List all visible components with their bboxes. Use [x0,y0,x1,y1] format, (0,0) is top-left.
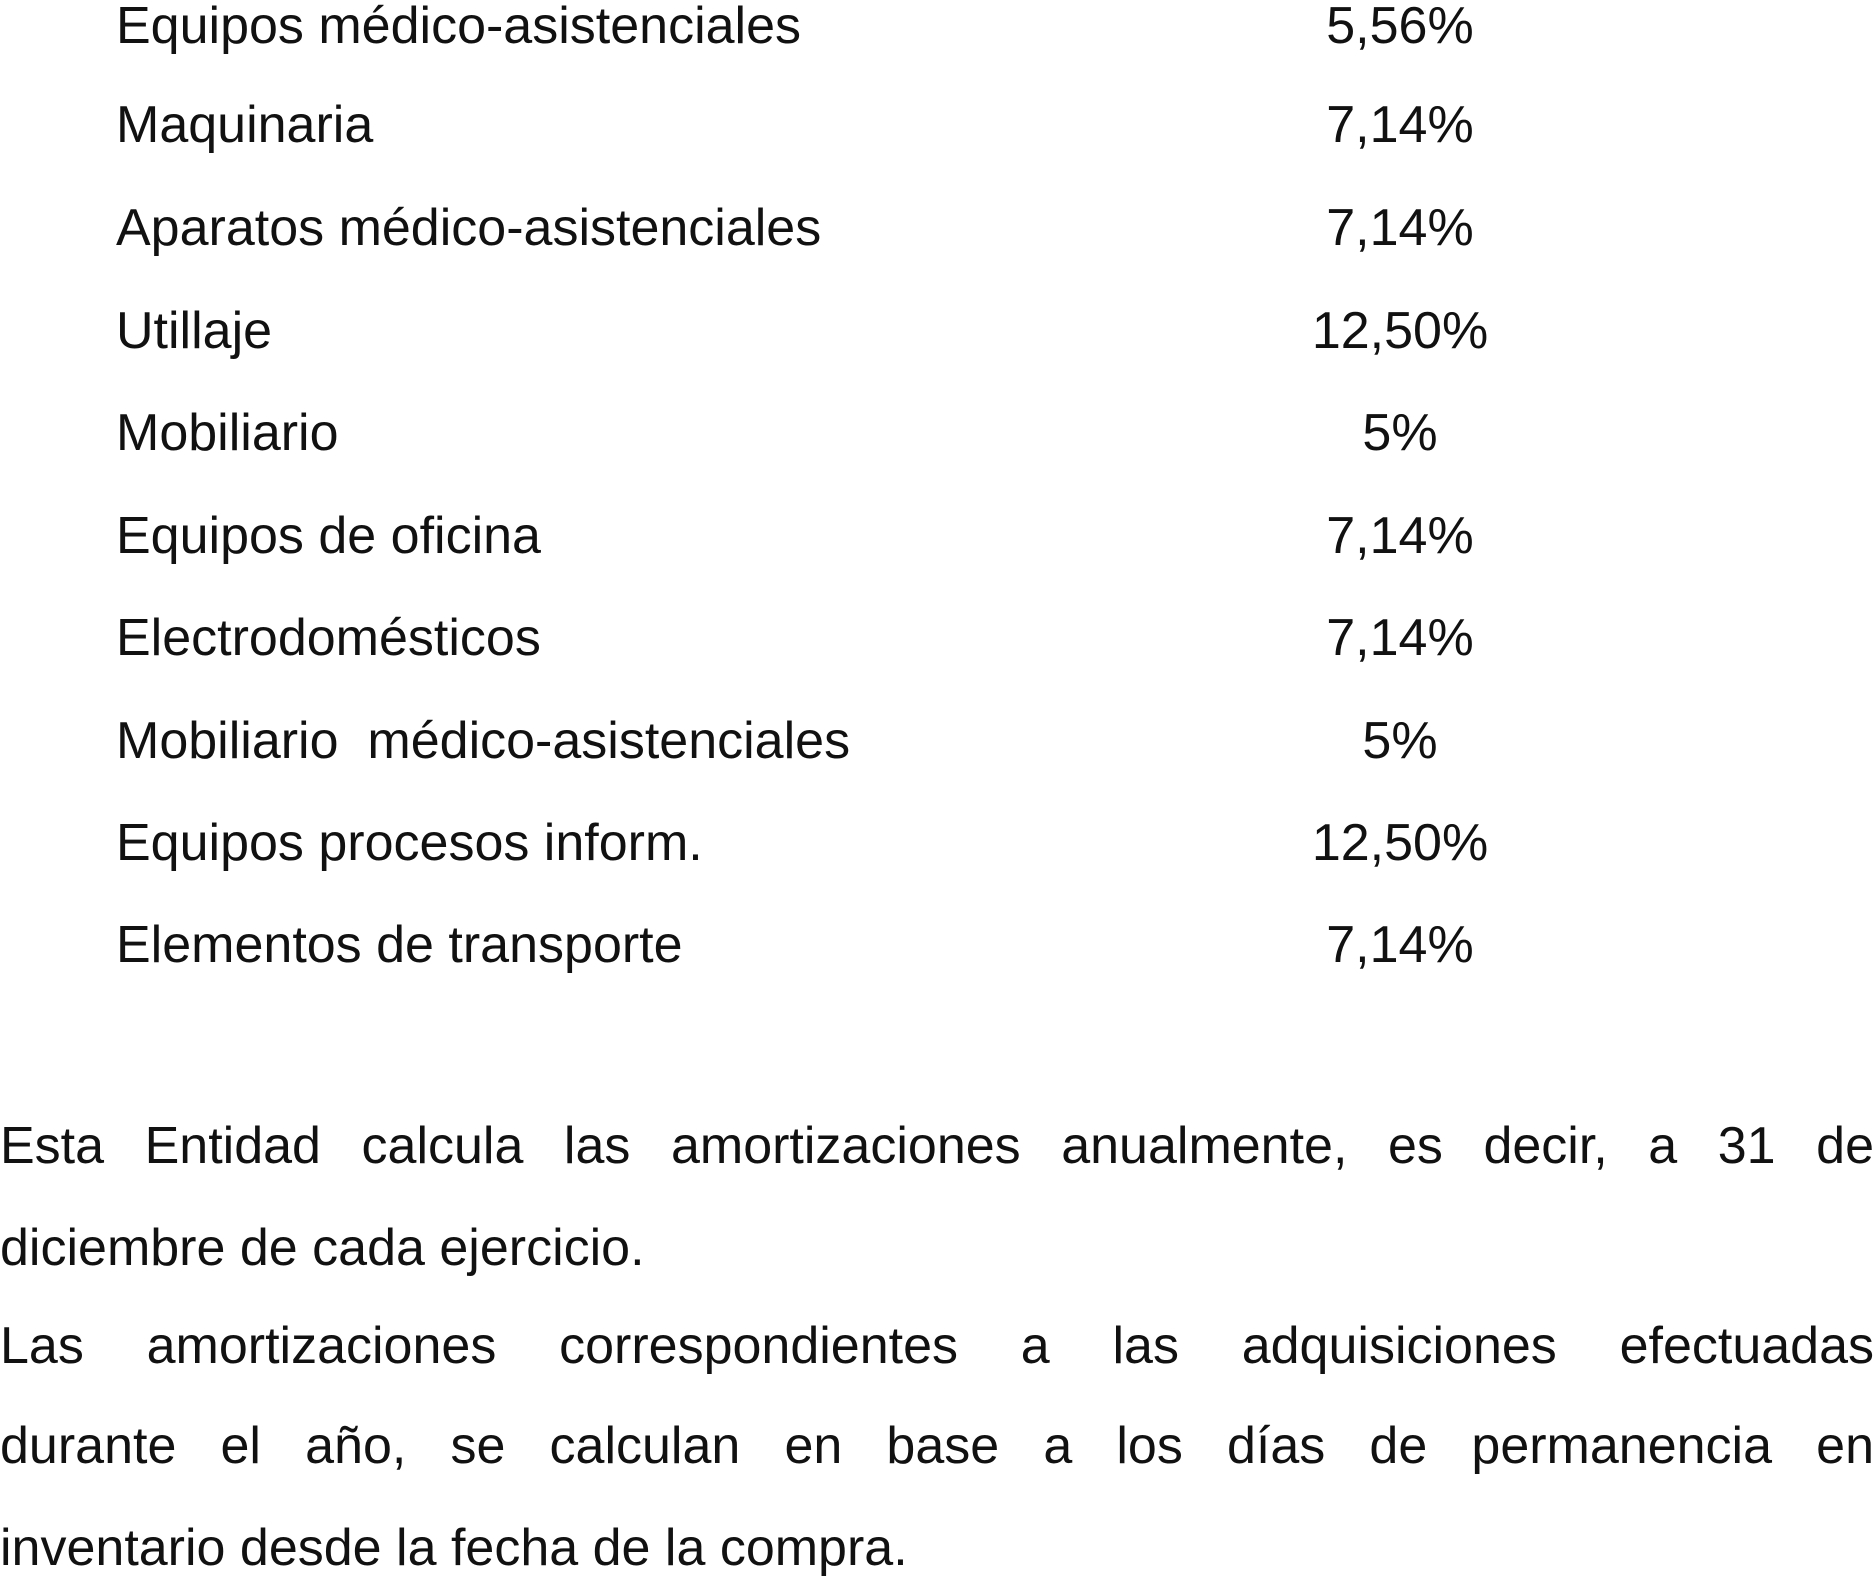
asset-category-label: Mobiliario médico-asistenciales [116,712,851,770]
depreciation-rate-value: 7,14% [1326,609,1474,667]
asset-category-label: Equipos procesos inform. [116,814,703,872]
asset-category-label: Mobiliario [116,404,339,462]
depreciation-rate-value: 7,14% [1326,916,1474,974]
depreciation-rate-value: 7,14% [1326,96,1474,154]
paragraph-acquisitions-line-3: inventario desde la fecha de la compra. [0,1519,908,1577]
rate-row [0,916,1874,1022]
depreciation-rate-value: 7,14% [1326,507,1474,565]
asset-category-label: Equipos médico-asistenciales [116,0,802,55]
depreciation-rate-value: 5% [1362,404,1438,462]
paragraph-acquisitions-line-1: Las amortizaciones correspondientes a las adquisiciones efectuadas [0,1317,1874,1375]
rate-row [0,404,1874,510]
asset-category-label: Aparatos médico-asistenciales [116,199,822,257]
paragraph-calculation-line-1: Esta Entidad calcula las amortizaciones anualmente, es decir, a 31 de [0,1117,1874,1175]
depreciation-rate-value: 7,14% [1326,199,1474,257]
asset-category-label: Elementos de transporte [116,916,683,974]
asset-category-label: Electrodomésticos [116,609,541,667]
rate-row [0,814,1874,920]
rate-row [0,712,1874,818]
rate-row [0,199,1874,305]
depreciation-rate-value: 5,56% [1326,0,1474,55]
rate-row [0,0,1874,103]
asset-category-label: Equipos de oficina [116,507,541,565]
rate-row [0,507,1874,613]
paragraph-acquisitions-line-2: durante el año, se calculan en base a los días de permanencia en [0,1417,1874,1475]
rate-row [0,609,1874,715]
depreciation-rate-value: 12,50% [1311,302,1489,360]
depreciation-rate-value: 5% [1362,712,1438,770]
asset-category-label: Utillaje [116,302,273,360]
asset-category-label: Maquinaria [116,96,374,154]
rate-row [0,302,1874,408]
rate-row [0,96,1874,202]
paragraph-calculation-line-2: diciembre de cada ejercicio. [0,1219,645,1277]
depreciation-rate-value: 12,50% [1311,814,1489,872]
